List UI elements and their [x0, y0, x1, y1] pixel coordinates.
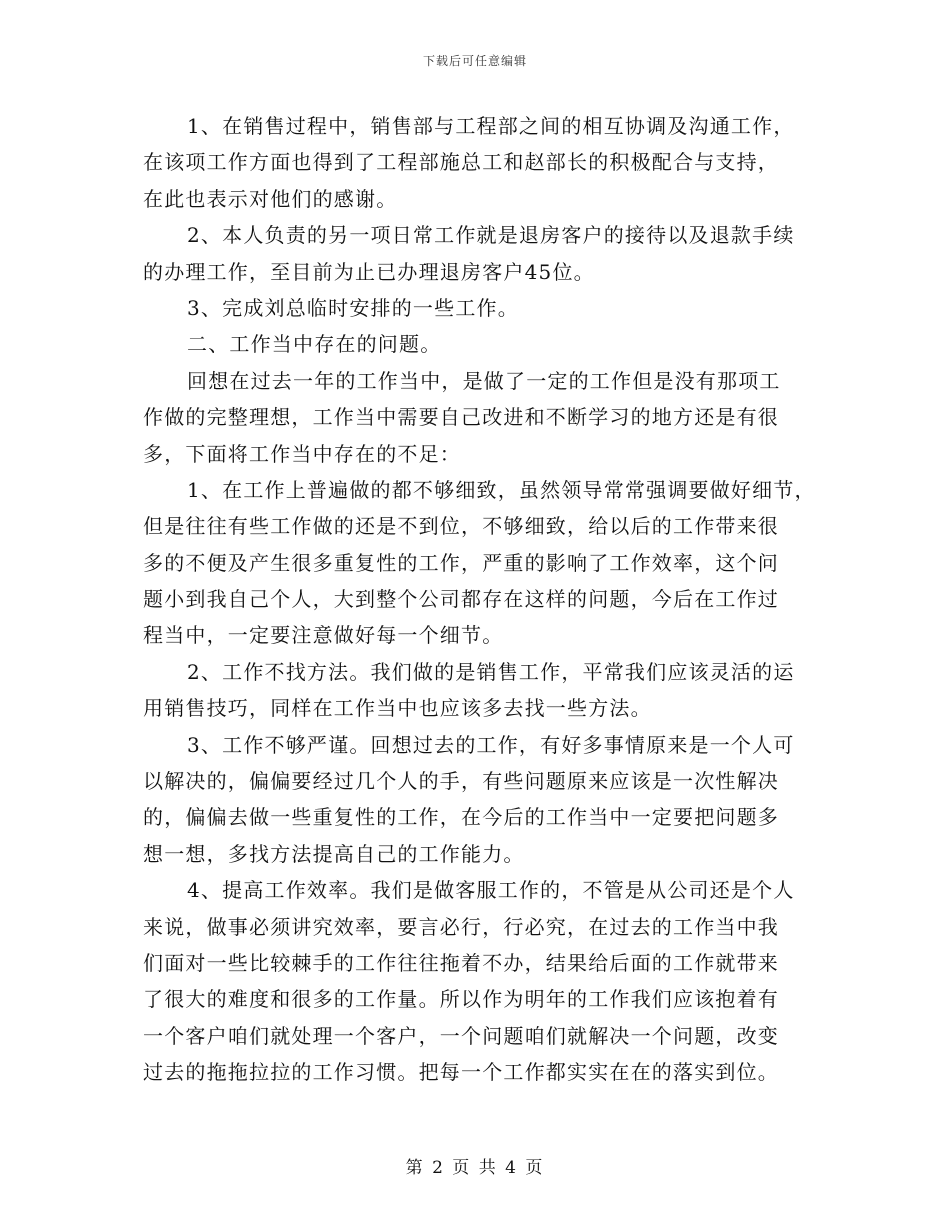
- text-line: 的，偏偏去做一些重复性的工作，在今后的工作当中一定要把问题多: [143, 805, 779, 830]
- text-line: 在此也表示对他们的感谢。: [143, 186, 398, 211]
- text-line: 在该项工作方面也得到了工程部施总工和赵部长的积极配合与支持，: [143, 150, 779, 175]
- text-line: 1、在工作上普遍做的都不够细致，虽然领导常常强调要做好细节，: [187, 477, 816, 502]
- text-line: 以解决的，偏偏要经过几个人的手，有些问题原来应该是一次性解决: [143, 769, 779, 794]
- text-line: 3、完成刘总临时安排的一些工作。: [187, 295, 519, 320]
- text-line: 想一想，多找方法提高自己的工作能力。: [143, 841, 525, 866]
- text-line: 3、工作不够严谨。回想过去的工作，有好多事情原来是一个人可: [187, 732, 795, 757]
- text-line: 2、本人负责的另一项日常工作就是退房客户的接待以及退款手续: [187, 223, 795, 248]
- text-line: 多，下面将工作当中存在的不足：: [143, 441, 461, 466]
- text-line: 们面对一些比较棘手的工作往往拖着不办，结果给后面的工作就带来: [143, 950, 779, 975]
- text-line: 2、工作不找方法。我们做的是销售工作，平常我们应该灵活的运: [187, 659, 795, 684]
- text-line: 题小到我自己个人，大到整个公司都存在这样的问题，今后在工作过: [143, 587, 779, 612]
- text-line: 作做的完整理想，工作当中需要自己改进和不断学习的地方还是有很: [143, 405, 779, 430]
- text-line: 程当中，一定要注意做好每一个细节。: [143, 623, 504, 648]
- page-footer: 第 2 页 共 4 页: [405, 1158, 545, 1178]
- section-heading: 二、工作当中存在的问题。: [187, 332, 442, 357]
- text-line: 但是往往有些工作做的还是不到位，不够细致，给以后的工作带来很: [143, 514, 779, 539]
- text-line: 一个客户咱们就处理一个客户，一个问题咱们就解决一个问题，改变: [143, 1023, 779, 1048]
- page-header: 下载后可任意编辑: [422, 54, 527, 68]
- text-line: 来说，做事必须讲究效率，要言必行，行必究，在过去的工作当中我: [143, 914, 779, 939]
- document-body: [143, 108, 823, 1091]
- text-line: 过去的拖拖拉拉的工作习惯。把每一个工作都实实在在的落实到位。: [143, 1060, 779, 1085]
- text-line: 用销售技巧，同样在工作当中也应该多去找一些方法。: [143, 696, 652, 721]
- text-line: 的办理工作，至目前为止已办理退房客户45位。: [143, 259, 595, 284]
- text-line: 多的不便及产生很多重复性的工作，严重的影响了工作效率，这个问: [143, 550, 779, 575]
- text-line: 回想在过去一年的工作当中，是做了一定的工作但是没有那项工: [187, 368, 781, 393]
- text-line: 4、提高工作效率。我们是做客服工作的，不管是从公司还是个人: [187, 878, 795, 903]
- text-line: 了很大的难度和很多的工作量。所以作为明年的工作我们应该抱着有: [143, 987, 779, 1012]
- text-line: 1、在销售过程中，销售部与工程部之间的相互协调及沟通工作，: [187, 114, 795, 138]
